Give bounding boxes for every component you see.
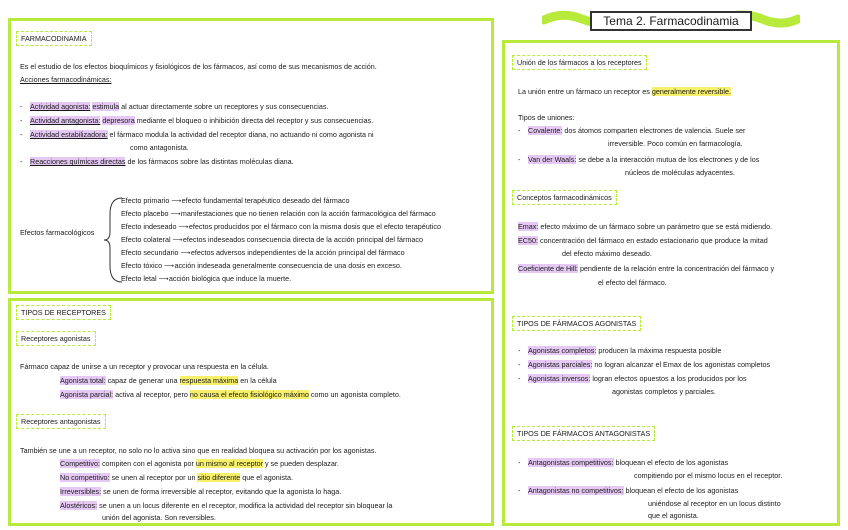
efecto-row: Efecto indeseado ⟶efectos producidos por el fármaco con la misma dosis que el efecto terapéutico bbox=[121, 222, 441, 231]
antagonistas-no-competitivos: - Antagonistas no competitivos: bloquean el efecto de los agonistas bbox=[518, 486, 739, 495]
union-text: La unión entre un fármaco un receptor es generalmente reversible. bbox=[518, 87, 731, 96]
antagonista-irreversible: Irreversibles: se unen de forma irreversible al receptor, evitando que la agonista lo haga. bbox=[60, 487, 342, 496]
accion-item: - Actividad estabilizadora: el fármaco modula la actividad del receptor diana, no actuando ni como agonista ni bbox=[20, 130, 374, 139]
antagonista-no-competitivo: No competitivo: se unen al receptor por un sitio diferente que el agonista. bbox=[60, 473, 293, 482]
antagonistas-no-competitivos-cont2: que el agonista. bbox=[648, 511, 699, 520]
union-van-der-waals-cont: núcleos de moléculas adyacentes. bbox=[625, 168, 735, 177]
agonistas-inversos: - Agonistas inversos: logran efectos opuestos a los producidos por los bbox=[518, 374, 747, 383]
accion-item: - Reacciones químicas directas de los fármacos sobre las distintas moléculas diana. bbox=[20, 157, 294, 166]
agonistas-parciales: - Agonistas parciales: no logran alcanzar el Emax de los agonistas completos bbox=[518, 360, 771, 369]
efecto-row: Efecto tóxico ⟶acción indeseada generalmente consecuencia de una dosis en exceso. bbox=[121, 261, 402, 270]
union-covalente-cont: irreversible. Poco común en farmacología. bbox=[608, 139, 743, 148]
agonista-total: Agonista total: capaz de generar una respuesta máxima en la célula bbox=[60, 376, 277, 385]
arrow-right-icon: ⟶ bbox=[171, 196, 182, 205]
agonista-parcial: Agonista parcial: activa al receptor, pero no causa el efecto fisiológico máximo como un agonista completo. bbox=[60, 390, 401, 399]
antagonistas-competitivos: - Antagonistas competitivos: bloquean el efecto de los agonistas bbox=[518, 458, 729, 467]
page-title: Tema 2. Farmacodinamia bbox=[590, 11, 752, 31]
arrow-right-icon: ⟶ bbox=[180, 248, 191, 257]
arrow-right-icon: ⟶ bbox=[178, 222, 189, 231]
arrow-right-icon: ⟶ bbox=[164, 261, 175, 270]
antagonista-competitivo: Competitivo: compiten con el agonista por un mismo al receptor y se pueden desplazar. bbox=[60, 459, 339, 468]
efecto-row: Efecto colateral ⟶efectos indeseados consecuencia directa de la acción principal del fármaco bbox=[121, 235, 423, 244]
union-covalente: - Covalente: dos átomos comparten electrones de valencia. Suele ser bbox=[518, 126, 746, 135]
receptores-agonistas-label: Receptores agonistas bbox=[16, 331, 96, 346]
concepto-ec50-cont: del efecto máximo deseado. bbox=[562, 249, 652, 258]
efecto-row: Efecto secundario ⟶efectos adversos independientes de la acción principal del fármaco bbox=[121, 248, 405, 257]
acciones-label: Acciones farmacodinámicas: bbox=[20, 75, 112, 84]
antagonistas-no-competitivos-cont: uniéndose al receptor en un locus distinto bbox=[648, 499, 781, 508]
efecto-row: Efecto primario ⟶efecto fundamental terapéutico deseado del fármaco bbox=[121, 196, 350, 205]
arrow-right-icon: ⟶ bbox=[170, 209, 181, 218]
arrow-right-icon: ⟶ bbox=[172, 235, 183, 244]
tipos-agonistas-label: TIPOS DE FÁRMACOS AGONISTAS bbox=[512, 316, 641, 331]
agonistas-inversos-cont: agonistas completos y parciales. bbox=[612, 387, 716, 396]
efectos-label: Efectos farmacológicos bbox=[20, 228, 95, 237]
concepto-hill: Coeficiente de Hill: pendiente de la relación entre la concentración del fármaco y bbox=[518, 264, 775, 273]
tipos-antagonistas-label: TIPOS DE FÁRMACOS ANTAGONISTAS bbox=[512, 426, 655, 441]
efecto-row: Efecto placebo ⟶manifestaciones que no tienen relación con la acción farmacológica del fármaco bbox=[121, 209, 436, 218]
antagonistas-intro: También se une a un receptor, no solo no lo activa sino que en realidad bloquea su activación por los agonistas. bbox=[20, 446, 377, 455]
accion-item-cont: como antagonista. bbox=[130, 143, 189, 152]
farmacodinamia-heading: FARMACODINAMIA bbox=[16, 31, 92, 46]
agonistas-intro: Fármaco capaz de unirse a un receptor y provocar una respuesta en la célula. bbox=[20, 362, 269, 371]
union-van-der-waals: - Van der Waals: se debe a la interacción mutua de los electrones y de los bbox=[518, 155, 760, 164]
tipos-uniones-label: Tipos de uniones: bbox=[518, 113, 575, 122]
conceptos-label: Conceptos farmacodinámicos bbox=[512, 190, 617, 205]
accion-item: - Actividad antagonista: depresora mediante el bloqueo o inhibición directa del receptor y sus consecuencias. bbox=[20, 116, 374, 125]
farmacodinamia-intro: Es el estudio de los efectos bioquímicos y fisiológicos de los fármacos, así como de sus mecanismos de acción. bbox=[20, 62, 377, 71]
receptores-antagonistas-label: Receptores antagonistas bbox=[16, 414, 106, 429]
arrow-right-icon: ⟶ bbox=[158, 274, 169, 283]
concepto-hill-cont: el efecto del fármaco. bbox=[598, 278, 667, 287]
union-receptores-label: Unión de los fármacos a los receptores bbox=[512, 55, 647, 70]
agonistas-completos: - Agonistas completos: producen la máxima respuesta posible bbox=[518, 346, 722, 355]
antagonista-alosterico-cont: unión del agonista. Son reversibles. bbox=[102, 513, 216, 522]
concepto-emax: Emax: efecto máximo de un fármaco sobre un parámetro que se está midiendo. bbox=[518, 222, 773, 231]
antagonistas-competitivos-cont: compitiendo por el mismo locus en el receptor. bbox=[634, 471, 783, 480]
antagonista-alosterico: Alostéricos: se unen a un locus diferente en el receptor, modifica la actividad del receptor sin bloquear la bbox=[60, 501, 393, 510]
tipos-receptores-heading: TIPOS DE RECEPTORES bbox=[16, 305, 111, 320]
efecto-row: Efecto letal ⟶acción biológica que induce la muerte. bbox=[121, 274, 292, 283]
concepto-ec50: EC50: concentración del fármaco en estado estacionario que produce la mitad bbox=[518, 236, 768, 245]
accion-item: - Actividad agonista: estimula al actuar directamente sobre un receptores y sus consecuencias. bbox=[20, 102, 329, 111]
